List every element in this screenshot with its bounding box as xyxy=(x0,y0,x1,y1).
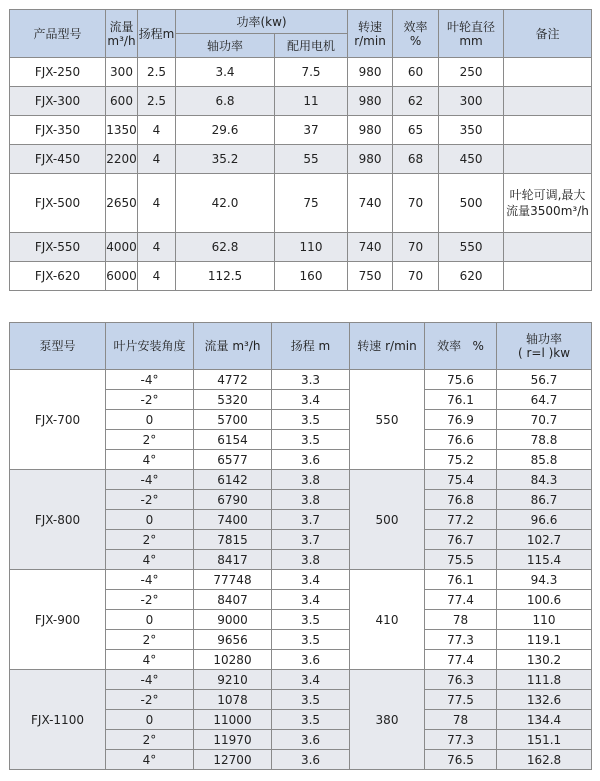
header-speed: 转速 r/min xyxy=(350,323,425,370)
cell-head: 4 xyxy=(138,233,176,262)
cell-flow: 2200 xyxy=(106,145,138,174)
cell-model: FJX-300 xyxy=(10,87,106,116)
cell-shaft-power: 70.7 xyxy=(497,410,592,430)
cell-shaft-power: 102.7 xyxy=(497,530,592,550)
cell-head: 3.5 xyxy=(272,690,350,710)
cell-blade-angle: 4° xyxy=(106,750,194,770)
cell-flow: 6142 xyxy=(194,470,272,490)
cell-remark xyxy=(504,262,592,291)
header-motor: 配用电机 xyxy=(275,34,348,58)
cell-head: 3.7 xyxy=(272,530,350,550)
table-row xyxy=(10,174,592,233)
cell-head: 3.4 xyxy=(272,670,350,690)
cell-flow: 4000 xyxy=(106,233,138,262)
cell-speed: 980 xyxy=(348,58,393,87)
cell-shaft-power: 86.7 xyxy=(497,490,592,510)
header-shaft-power: 轴功率 xyxy=(176,34,275,58)
cell-efficiency: 77.3 xyxy=(425,630,497,650)
cell-blade-angle: -4° xyxy=(106,570,194,590)
cell-remark xyxy=(504,116,592,145)
cell-motor: 11 xyxy=(275,87,348,116)
cell-head: 3.5 xyxy=(272,430,350,450)
cell-motor: 55 xyxy=(275,145,348,174)
cell-speed: 500 xyxy=(350,470,425,570)
cell-efficiency: 77.2 xyxy=(425,510,497,530)
cell-flow: 6577 xyxy=(194,450,272,470)
cell-head: 3.6 xyxy=(272,650,350,670)
cell-efficiency: 76.5 xyxy=(425,750,497,770)
cell-efficiency: 77.4 xyxy=(425,590,497,610)
cell-flow: 9656 xyxy=(194,630,272,650)
cell-model: FJX-620 xyxy=(10,262,106,291)
header-efficiency: 效率 % xyxy=(425,323,497,370)
cell-flow: 5320 xyxy=(194,390,272,410)
cell-shaft-power: 119.1 xyxy=(497,630,592,650)
cell-shaft-power: 112.5 xyxy=(176,262,275,291)
cell-remark: 叶轮可调,最大流量3500m³/h xyxy=(504,174,592,233)
cell-blade-angle: 2° xyxy=(106,630,194,650)
cell-speed: 740 xyxy=(348,174,393,233)
cell-efficiency: 70 xyxy=(393,233,439,262)
cell-shaft-power: 35.2 xyxy=(176,145,275,174)
cell-head: 3.8 xyxy=(272,490,350,510)
cell-speed: 380 xyxy=(350,670,425,770)
cell-efficiency: 75.5 xyxy=(425,550,497,570)
cell-efficiency: 75.6 xyxy=(425,370,497,390)
cell-remark xyxy=(504,58,592,87)
cell-pump-model: FJX-800 xyxy=(10,470,106,570)
cell-efficiency: 76.6 xyxy=(425,430,497,450)
cell-head: 3.4 xyxy=(272,390,350,410)
cell-efficiency: 76.9 xyxy=(425,410,497,430)
cell-blade-angle: 0 xyxy=(106,610,194,630)
cell-shaft-power: 134.4 xyxy=(497,710,592,730)
cell-head: 4 xyxy=(138,174,176,233)
cell-pump-model: FJX-900 xyxy=(10,570,106,670)
cell-motor: 7.5 xyxy=(275,58,348,87)
table-row xyxy=(10,470,592,490)
cell-shaft-power: 111.8 xyxy=(497,670,592,690)
cell-head: 3.4 xyxy=(272,570,350,590)
cell-blade-angle: 4° xyxy=(106,550,194,570)
cell-blade-angle: -2° xyxy=(106,690,194,710)
cell-flow: 2650 xyxy=(106,174,138,233)
cell-efficiency: 76.7 xyxy=(425,530,497,550)
cell-shaft-power: 85.8 xyxy=(497,450,592,470)
cell-shaft-power: 130.2 xyxy=(497,650,592,670)
table-row xyxy=(10,370,592,390)
cell-efficiency: 60 xyxy=(393,58,439,87)
cell-head: 4 xyxy=(138,262,176,291)
cell-head: 3.5 xyxy=(272,710,350,730)
cell-shaft-power: 42.0 xyxy=(176,174,275,233)
cell-efficiency: 70 xyxy=(393,174,439,233)
cell-speed: 980 xyxy=(348,116,393,145)
table-row xyxy=(10,670,592,690)
cell-blade-angle: 4° xyxy=(106,650,194,670)
cell-shaft-power: 64.7 xyxy=(497,390,592,410)
cell-pump-model: FJX-700 xyxy=(10,370,106,470)
cell-flow: 300 xyxy=(106,58,138,87)
cell-efficiency: 76.3 xyxy=(425,670,497,690)
header-impeller-diameter: 叶轮直径 mm xyxy=(439,10,504,58)
cell-head: 4 xyxy=(138,145,176,174)
cell-blade-angle: -2° xyxy=(106,490,194,510)
cell-flow: 5700 xyxy=(194,410,272,430)
cell-efficiency: 65 xyxy=(393,116,439,145)
header-power: 功率(kw) xyxy=(176,10,348,34)
cell-head: 3.7 xyxy=(272,510,350,530)
cell-speed: 980 xyxy=(348,87,393,116)
header-flow: 流量 m³/h xyxy=(194,323,272,370)
cell-efficiency: 75.4 xyxy=(425,470,497,490)
cell-shaft-power: 3.4 xyxy=(176,58,275,87)
cell-head: 3.4 xyxy=(272,590,350,610)
header-shaft-power: 轴功率 ( r=l )kw xyxy=(497,323,592,370)
cell-motor: 110 xyxy=(275,233,348,262)
cell-efficiency: 78 xyxy=(425,710,497,730)
cell-shaft-power: 94.3 xyxy=(497,570,592,590)
cell-efficiency: 76.1 xyxy=(425,570,497,590)
header-blade-angle: 叶片安装角度 xyxy=(106,323,194,370)
cell-impeller-diameter: 350 xyxy=(439,116,504,145)
cell-flow: 7400 xyxy=(194,510,272,530)
cell-blade-angle: 0 xyxy=(106,410,194,430)
cell-head: 4 xyxy=(138,116,176,145)
cell-blade-angle: 0 xyxy=(106,510,194,530)
cell-blade-angle: 2° xyxy=(106,730,194,750)
cell-blade-angle: -4° xyxy=(106,670,194,690)
table-row xyxy=(10,87,592,116)
cell-flow: 1078 xyxy=(194,690,272,710)
cell-flow: 1350 xyxy=(106,116,138,145)
cell-impeller-diameter: 620 xyxy=(439,262,504,291)
pump-performance-table xyxy=(9,322,592,770)
cell-model: FJX-500 xyxy=(10,174,106,233)
header-speed: 转速 r/min xyxy=(348,10,393,58)
cell-flow: 11000 xyxy=(194,710,272,730)
header-head: 扬程 m xyxy=(272,323,350,370)
cell-head: 3.6 xyxy=(272,730,350,750)
cell-shaft-power: 84.3 xyxy=(497,470,592,490)
cell-efficiency: 77.3 xyxy=(425,730,497,750)
cell-impeller-diameter: 250 xyxy=(439,58,504,87)
cell-blade-angle: 4° xyxy=(106,450,194,470)
cell-head: 3.6 xyxy=(272,750,350,770)
cell-pump-model: FJX-1100 xyxy=(10,670,106,770)
table-row xyxy=(10,116,592,145)
cell-impeller-diameter: 450 xyxy=(439,145,504,174)
cell-flow: 12700 xyxy=(194,750,272,770)
cell-flow: 6000 xyxy=(106,262,138,291)
cell-impeller-diameter: 300 xyxy=(439,87,504,116)
cell-speed: 740 xyxy=(348,233,393,262)
cell-remark xyxy=(504,145,592,174)
cell-flow: 11970 xyxy=(194,730,272,750)
cell-efficiency: 70 xyxy=(393,262,439,291)
cell-speed: 410 xyxy=(350,570,425,670)
cell-shaft-power: 96.6 xyxy=(497,510,592,530)
cell-blade-angle: -2° xyxy=(106,590,194,610)
cell-motor: 75 xyxy=(275,174,348,233)
cell-flow: 77748 xyxy=(194,570,272,590)
cell-shaft-power: 151.1 xyxy=(497,730,592,750)
cell-shaft-power: 62.8 xyxy=(176,233,275,262)
header-pump-model: 泵型号 xyxy=(10,323,106,370)
cell-head: 3.5 xyxy=(272,630,350,650)
cell-head: 3.8 xyxy=(272,470,350,490)
cell-head: 2.5 xyxy=(138,58,176,87)
cell-impeller-diameter: 550 xyxy=(439,233,504,262)
cell-shaft-power: 78.8 xyxy=(497,430,592,450)
header-flow: 流量 m³/h xyxy=(106,10,138,58)
cell-shaft-power: 29.6 xyxy=(176,116,275,145)
cell-remark xyxy=(504,87,592,116)
cell-flow: 9210 xyxy=(194,670,272,690)
cell-flow: 6154 xyxy=(194,430,272,450)
cell-blade-angle: 0 xyxy=(106,710,194,730)
cell-remark xyxy=(504,233,592,262)
table-row xyxy=(10,570,592,590)
cell-flow: 10280 xyxy=(194,650,272,670)
cell-efficiency: 77.5 xyxy=(425,690,497,710)
cell-efficiency: 77.4 xyxy=(425,650,497,670)
cell-head: 3.5 xyxy=(272,410,350,430)
cell-head: 3.5 xyxy=(272,610,350,630)
header-efficiency: 效率 % xyxy=(393,10,439,58)
table-row xyxy=(10,145,592,174)
table-row xyxy=(10,262,592,291)
table-row xyxy=(10,58,592,87)
cell-head: 3.3 xyxy=(272,370,350,390)
cell-motor: 160 xyxy=(275,262,348,291)
cell-model: FJX-250 xyxy=(10,58,106,87)
cell-head: 3.6 xyxy=(272,450,350,470)
cell-blade-angle: 2° xyxy=(106,530,194,550)
cell-efficiency: 68 xyxy=(393,145,439,174)
cell-blade-angle: -2° xyxy=(106,390,194,410)
cell-model: FJX-450 xyxy=(10,145,106,174)
cell-impeller-diameter: 500 xyxy=(439,174,504,233)
cell-motor: 37 xyxy=(275,116,348,145)
cell-flow: 7815 xyxy=(194,530,272,550)
cell-efficiency: 76.1 xyxy=(425,390,497,410)
header-remark: 备注 xyxy=(504,10,592,58)
header-model: 产品型号 xyxy=(10,10,106,58)
cell-shaft-power: 110 xyxy=(497,610,592,630)
header-head: 扬程m xyxy=(138,10,176,58)
cell-speed: 980 xyxy=(348,145,393,174)
cell-shaft-power: 56.7 xyxy=(497,370,592,390)
cell-shaft-power: 100.6 xyxy=(497,590,592,610)
cell-flow: 4772 xyxy=(194,370,272,390)
cell-model: FJX-550 xyxy=(10,233,106,262)
cell-blade-angle: -4° xyxy=(106,370,194,390)
cell-flow: 6790 xyxy=(194,490,272,510)
cell-speed: 750 xyxy=(348,262,393,291)
table-row xyxy=(10,233,592,262)
cell-flow: 9000 xyxy=(194,610,272,630)
cell-flow: 8417 xyxy=(194,550,272,570)
cell-efficiency: 78 xyxy=(425,610,497,630)
pump-spec-table xyxy=(9,9,592,291)
cell-shaft-power: 6.8 xyxy=(176,87,275,116)
cell-head: 3.8 xyxy=(272,550,350,570)
cell-efficiency: 62 xyxy=(393,87,439,116)
cell-flow: 600 xyxy=(106,87,138,116)
cell-shaft-power: 115.4 xyxy=(497,550,592,570)
cell-efficiency: 75.2 xyxy=(425,450,497,470)
cell-efficiency: 76.8 xyxy=(425,490,497,510)
cell-speed: 550 xyxy=(350,370,425,470)
cell-head: 2.5 xyxy=(138,87,176,116)
cell-blade-angle: 2° xyxy=(106,430,194,450)
cell-shaft-power: 162.8 xyxy=(497,750,592,770)
cell-blade-angle: -4° xyxy=(106,470,194,490)
cell-shaft-power: 132.6 xyxy=(497,690,592,710)
cell-flow: 8407 xyxy=(194,590,272,610)
cell-model: FJX-350 xyxy=(10,116,106,145)
